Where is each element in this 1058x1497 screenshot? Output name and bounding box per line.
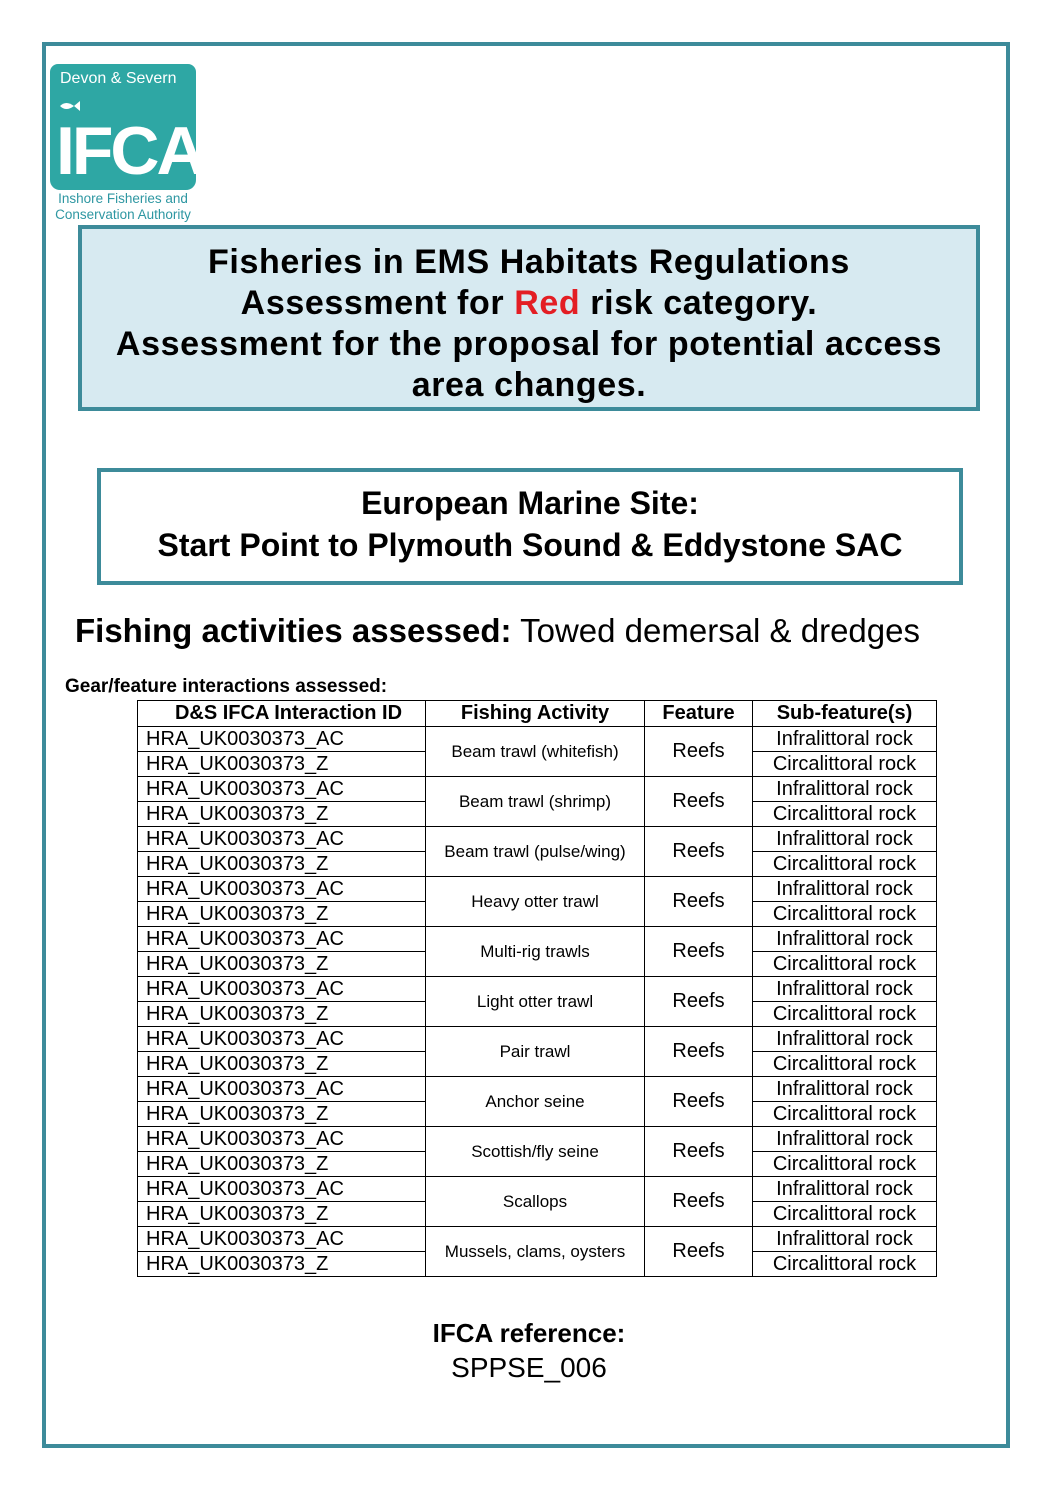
interaction-id-cell: HRA_UK0030373_Z — [138, 1202, 426, 1227]
feature-cell: Reefs — [645, 977, 753, 1027]
fishing-activity-cell: Beam trawl (pulse/wing) — [426, 827, 645, 877]
sub-feature-cell: Infralittoral rock — [753, 777, 937, 802]
sub-feature-cell: Infralittoral rock — [753, 1127, 937, 1152]
interaction-id-cell: HRA_UK0030373_AC — [138, 877, 426, 902]
logo-subtitle-line1: Inshore Fisheries and — [58, 191, 188, 206]
interaction-id-cell: HRA_UK0030373_AC — [138, 777, 426, 802]
site-box — [97, 468, 963, 585]
site-name: Start Point to Plymouth Sound & Eddystone SAC — [157, 527, 903, 563]
interaction-id-cell: HRA_UK0030373_Z — [138, 852, 426, 877]
sub-feature-cell: Circalittoral rock — [753, 952, 937, 977]
title-line-2-pre: Assessment for — [240, 284, 515, 322]
sub-feature-cell: Circalittoral rock — [753, 1102, 937, 1127]
interaction-id-cell: HRA_UK0030373_Z — [138, 1152, 426, 1177]
table-header-row — [138, 701, 937, 727]
table-row — [138, 1027, 937, 1052]
sub-feature-cell: Infralittoral rock — [753, 927, 937, 952]
feature-cell: Reefs — [645, 1177, 753, 1227]
table-row — [138, 977, 937, 1002]
logo-badge — [50, 94, 203, 190]
sub-feature-cell: Circalittoral rock — [753, 1252, 937, 1277]
feature-cell: Reefs — [645, 1127, 753, 1177]
sub-feature-cell: Circalittoral rock — [753, 802, 937, 827]
sub-feature-cell: Infralittoral rock — [753, 1227, 937, 1252]
fish-icon — [58, 100, 80, 112]
sub-feature-cell: Circalittoral rock — [753, 1052, 937, 1077]
interaction-id-cell: HRA_UK0030373_AC — [138, 1027, 426, 1052]
fishing-activity-cell: Mussels, clams, oysters — [426, 1227, 645, 1277]
header-sub-feature: Sub-feature(s) — [753, 701, 937, 727]
interaction-id-cell: HRA_UK0030373_AC — [138, 1077, 426, 1102]
sub-feature-cell: Circalittoral rock — [753, 752, 937, 777]
logo-acronym: IFCA — [56, 113, 203, 189]
sub-feature-cell: Infralittoral rock — [753, 1027, 937, 1052]
header-interaction-id: D&S IFCA Interaction ID — [138, 701, 426, 727]
fishing-activities-value: Towed demersal & dredges — [511, 612, 920, 649]
title-line-4: area changes. — [411, 366, 647, 404]
logo-org-name: Devon & Severn — [50, 64, 196, 94]
interactions-table — [137, 700, 937, 1277]
title-line-2-post: risk category. — [580, 284, 818, 322]
interaction-id-cell: HRA_UK0030373_AC — [138, 1127, 426, 1152]
sub-feature-cell: Circalittoral rock — [753, 1152, 937, 1177]
sub-feature-cell: Infralittoral rock — [753, 827, 937, 852]
interaction-id-cell: HRA_UK0030373_AC — [138, 727, 426, 752]
interaction-id-cell: HRA_UK0030373_AC — [138, 977, 426, 1002]
interaction-id-cell: HRA_UK0030373_AC — [138, 1177, 426, 1202]
fishing-activities-label: Fishing activities assessed: — [75, 612, 512, 649]
table-row — [138, 727, 937, 752]
table-row — [138, 927, 937, 952]
title-line-2 — [82, 283, 976, 324]
feature-cell: Reefs — [645, 727, 753, 777]
interaction-id-cell: HRA_UK0030373_AC — [138, 1227, 426, 1252]
interaction-id-cell: HRA_UK0030373_Z — [138, 752, 426, 777]
feature-cell: Reefs — [645, 1027, 753, 1077]
fishing-activity-cell: Scallops — [426, 1177, 645, 1227]
sub-feature-cell: Infralittoral rock — [753, 1177, 937, 1202]
gear-interactions-label: Gear/feature interactions assessed: — [65, 676, 388, 697]
interaction-id-cell: HRA_UK0030373_Z — [138, 902, 426, 927]
feature-cell: Reefs — [645, 1077, 753, 1127]
reference-label: IFCA reference: — [432, 1318, 626, 1348]
table-row — [138, 1077, 937, 1102]
feature-cell: Reefs — [645, 927, 753, 977]
feature-cell: Reefs — [645, 777, 753, 827]
fishing-activity-cell: Scottish/fly seine — [426, 1127, 645, 1177]
risk-category-label: Red — [514, 284, 581, 322]
fishing-activity-cell: Beam trawl (shrimp) — [426, 777, 645, 827]
fishing-activities — [75, 608, 1035, 654]
fishing-activity-cell: Beam trawl (whitefish) — [426, 727, 645, 777]
feature-cell: Reefs — [645, 1227, 753, 1277]
sub-feature-cell: Infralittoral rock — [753, 877, 937, 902]
interaction-id-cell: HRA_UK0030373_Z — [138, 1252, 426, 1277]
header-fishing-activity: Fishing Activity — [426, 701, 645, 727]
logo-subtitle-line2: Conservation Authority — [55, 207, 191, 222]
table-row — [138, 1227, 937, 1252]
interaction-id-cell: HRA_UK0030373_AC — [138, 927, 426, 952]
sub-feature-cell: Infralittoral rock — [753, 977, 937, 1002]
interaction-id-cell: HRA_UK0030373_Z — [138, 1002, 426, 1027]
fishing-activity-cell: Anchor seine — [426, 1077, 645, 1127]
feature-cell: Reefs — [645, 827, 753, 877]
sub-feature-cell: Infralittoral rock — [753, 727, 937, 752]
fishing-activity-cell: Pair trawl — [426, 1027, 645, 1077]
fishing-activity-cell: Multi-rig trawls — [426, 927, 645, 977]
ifca-logo — [48, 64, 203, 224]
sub-feature-cell: Circalittoral rock — [753, 1002, 937, 1027]
sub-feature-cell: Circalittoral rock — [753, 902, 937, 927]
header-feature: Feature — [645, 701, 753, 727]
interaction-id-cell: HRA_UK0030373_Z — [138, 952, 426, 977]
title-box — [78, 225, 980, 411]
table-row — [138, 827, 937, 852]
table-row — [138, 877, 937, 902]
interaction-id-cell: HRA_UK0030373_Z — [138, 1102, 426, 1127]
interaction-id-cell: HRA_UK0030373_AC — [138, 827, 426, 852]
table-row — [138, 1127, 937, 1152]
sub-feature-cell: Circalittoral rock — [753, 1202, 937, 1227]
table-row — [138, 1177, 937, 1202]
fishing-activity-cell: Heavy otter trawl — [426, 877, 645, 927]
logo-subtitle — [48, 191, 198, 223]
sub-feature-cell: Infralittoral rock — [753, 1077, 937, 1102]
interaction-id-cell: HRA_UK0030373_Z — [138, 802, 426, 827]
reference-value: SPPSE_006 — [451, 1352, 607, 1383]
fishing-activity-cell: Light otter trawl — [426, 977, 645, 1027]
title-line-3: Assessment for the proposal for potential access — [115, 325, 943, 363]
title-line-1: Fisheries in EMS Habitats Regulations — [208, 243, 850, 281]
sub-feature-cell: Circalittoral rock — [753, 852, 937, 877]
table-row — [138, 777, 937, 802]
table-body — [138, 727, 937, 1277]
feature-cell: Reefs — [645, 877, 753, 927]
site-label: European Marine Site: — [361, 485, 699, 521]
interaction-id-cell: HRA_UK0030373_Z — [138, 1052, 426, 1077]
